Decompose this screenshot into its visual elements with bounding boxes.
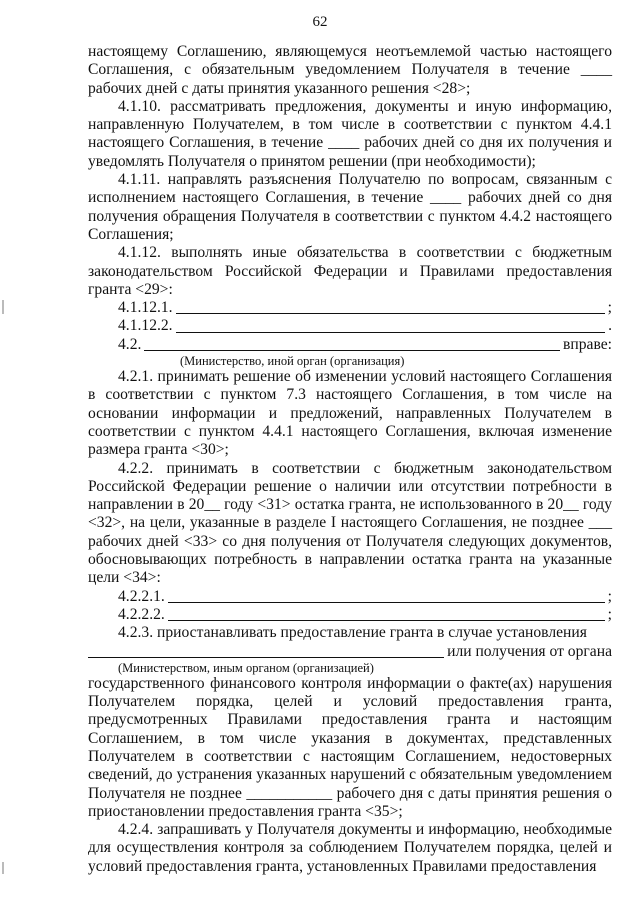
blank-underline xyxy=(168,588,605,603)
paragraph-4-1-10: 4.1.10. рассматривать предложения, документы и иную информацию, направленную Получателем, в том числе в соответствии с пунктом 4.4.1 настоящего Соглашения, в течение ____ рабочих дней со дня их получения и уведомлять Получателя о принятом решении (при необходимости); xyxy=(88,97,612,170)
line-end: ; xyxy=(607,605,612,623)
item-label: 4.2. xyxy=(118,335,142,353)
line-end: . xyxy=(608,317,612,335)
field-caption: (Министерством, иным органом (организацией) xyxy=(118,660,374,675)
paragraph-4-2-3: 4.2.3. приостанавливать предоставление гранта в случае установления xyxy=(118,624,587,642)
blank-line-4-2-2-1 xyxy=(88,588,612,606)
line-end: ; xyxy=(607,299,612,317)
blank-underline xyxy=(168,606,605,621)
line-end: ; xyxy=(607,587,612,605)
blank-line-4-1-12-2 xyxy=(88,317,612,335)
blank-line-4-2 xyxy=(88,336,612,354)
blank-underline xyxy=(88,643,444,658)
scan-artifact xyxy=(2,300,4,314)
paragraph-4-2-3-continued: государственного финансового контроля информации о факте(ах) нарушения Получателем порядка, целей и условий предоставления гранта, предусмотренных Правилами предоставления гранта и настоящим Соглашением, в том числе указания в документах, представленных Получателем в соответствии с настоящим Соглашением, недостоверных сведений, до устранения указанных нарушений с обязательным уведомлением Получателя не позднее ___________ рабочего дня с даты принятия решения о приостановлении предоставления гранта <35>; xyxy=(88,674,612,820)
paragraph-4-2-1: 4.2.1. принимать решение об изменении условий настоящего Соглашения в соответствии с пунктом 7.3 настоящего Соглашения, в том числе на основании информации и предложений, направленных Получателем в соответствии с пунктом 4.4.1 настоящего Соглашения, включая изменение размера гранта <30>; xyxy=(88,368,612,459)
blank-underline xyxy=(176,299,605,314)
blank-line-organ xyxy=(88,643,612,661)
blank-underline xyxy=(144,336,560,351)
line-end: или получения от органа xyxy=(447,642,612,660)
blank-line-4-1-12-1 xyxy=(88,299,612,317)
blank-underline xyxy=(176,318,606,333)
item-label: 4.2.2.2. xyxy=(118,605,165,623)
page-number: 62 xyxy=(312,14,328,30)
line-end: вправе: xyxy=(563,335,612,353)
paragraph-4-2-2: 4.2.2. принимать в соответствии с бюджетным законодательством Российской Федерации решение о наличии или отсутствии потребности в направлении в 20__ году <31> остатка гранта, не использованного в 20__ году <32>, на цели, указанные в разделе I настоящего Соглашения, не позднее ___ рабочих дней <33> со дня получения от Получателя следующих документов, обосновывающих потребность в направлении остатка гранта на указанные цели <34>: xyxy=(88,459,612,587)
item-label: 4.1.12.2. xyxy=(118,317,173,335)
paragraph-4-1-11: 4.1.11. направлять разъяснения Получателю по вопросам, связанным с исполнением настоящего Соглашения, в течение ____ рабочих дней со дня получения обращения Получателя в соответствии с пунктом 4.4.2 настоящего Соглашения; xyxy=(88,171,612,243)
paragraph-4-2-4: 4.2.4. запрашивать у Получателя документы и информацию, необходимые для осуществления контроля за соблюдением Получателем порядка, целей и условий предоставления гранта, установленных Правилами предоставления xyxy=(88,821,612,875)
paragraph-4-1-12: 4.1.12. выполнять иные обязательства в соответствии с бюджетным законодательством Российской Федерации и Правилами предоставления гранта <29>: xyxy=(88,244,612,298)
item-label: 4.2.2.1. xyxy=(118,587,165,605)
document-body xyxy=(88,43,612,876)
paragraph-continuation: настоящему Соглашению, являющемуся неотъемлемой частью настоящего Соглашения, с обязательным уведомлением Получателя в течение ____ рабочих дней с даты принятия указанного решения <28>; xyxy=(88,43,612,97)
scan-artifact xyxy=(2,862,4,874)
item-label: 4.1.12.1. xyxy=(118,299,173,317)
field-caption: (Министерство, иной орган (организация) xyxy=(180,354,405,369)
blank-line-4-2-2-2 xyxy=(88,606,612,624)
